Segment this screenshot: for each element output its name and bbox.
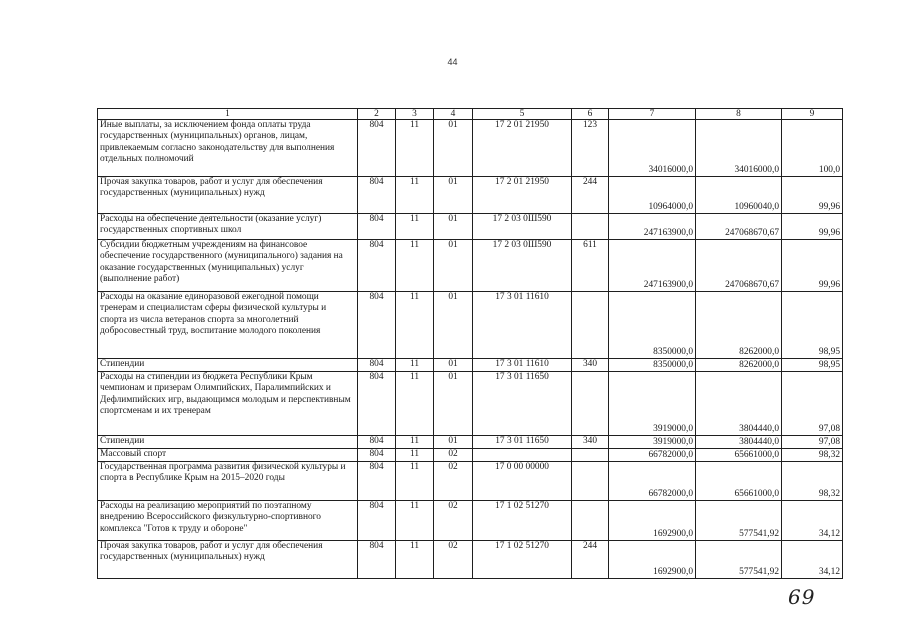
execution-percent: 98,95 (782, 359, 843, 372)
table-row (98, 292, 843, 359)
table-row (98, 541, 843, 579)
planned-amount: 34016000,0 (609, 120, 696, 177)
expense-type-code: 244 (572, 177, 609, 214)
column-header: 6 (572, 109, 609, 120)
expense-name: Прочая закупка товаров, работ и услуг для обеспечения государственных (муниципальных) нужд (98, 177, 358, 214)
subsection-code: 01 (434, 240, 473, 292)
expense-type-code (572, 501, 609, 541)
header-row (98, 109, 843, 120)
section-code: 11 (396, 436, 434, 449)
executed-amount: 10960040,0 (696, 177, 782, 214)
expense-name: Стипендии (98, 436, 358, 449)
section-code: 11 (396, 177, 434, 214)
planned-amount: 10964000,0 (609, 177, 696, 214)
expense-name: Прочая закупка товаров, работ и услуг для обеспечения государственных (муниципальных) нужд (98, 541, 358, 579)
expense-type-code (572, 449, 609, 462)
expense-type-code (572, 462, 609, 501)
target-article-code: 17 2 03 0Ш590 (473, 240, 572, 292)
subsection-code: 01 (434, 372, 473, 436)
ministry-code: 804 (358, 501, 396, 541)
executed-amount: 3804440,0 (696, 372, 782, 436)
planned-amount: 66782000,0 (609, 462, 696, 501)
target-article-code: 17 2 01 21950 (473, 120, 572, 177)
table-row (98, 177, 843, 214)
target-article-code: 17 3 01 11650 (473, 436, 572, 449)
column-header: 5 (473, 109, 572, 120)
target-article-code: 17 0 00 00000 (473, 462, 572, 501)
column-header: 3 (396, 109, 434, 120)
section-code: 11 (396, 541, 434, 579)
planned-amount: 247163900,0 (609, 214, 696, 240)
execution-percent: 99,96 (782, 240, 843, 292)
table-row (98, 372, 843, 436)
execution-percent: 34,12 (782, 541, 843, 579)
executed-amount: 8262000,0 (696, 292, 782, 359)
planned-amount: 1692900,0 (609, 541, 696, 579)
target-article-code: 17 1 02 51270 (473, 541, 572, 579)
handwritten-page-mark: 69 (788, 585, 816, 609)
column-header: 4 (434, 109, 473, 120)
execution-percent: 99,96 (782, 177, 843, 214)
expense-name: Расходы на реализацию мероприятий по поэтапному внедрению Всероссийского физкультурно-спортивного комплекса "Готов к труду и обороне" (98, 501, 358, 541)
expense-name: Массовый спорт (98, 449, 358, 462)
planned-amount: 8350000,0 (609, 292, 696, 359)
section-code: 11 (396, 359, 434, 372)
section-code: 11 (396, 372, 434, 436)
section-code: 11 (396, 501, 434, 541)
page-number: 44 (447, 57, 458, 67)
target-article-code: 17 3 01 11610 (473, 292, 572, 359)
expense-type-code: 244 (572, 541, 609, 579)
expense-name: Государственная программа развития физической культуры и спорта в Республике Крым на 2015–2020 годы (98, 462, 358, 501)
executed-amount: 577541,92 (696, 501, 782, 541)
ministry-code: 804 (358, 372, 396, 436)
executed-amount: 65661000,0 (696, 449, 782, 462)
planned-amount: 8350000,0 (609, 359, 696, 372)
expense-type-code (572, 214, 609, 240)
column-header: 7 (609, 109, 696, 120)
expense-type-code: 340 (572, 436, 609, 449)
ministry-code: 804 (358, 541, 396, 579)
ministry-code: 804 (358, 120, 396, 177)
expense-name: Стипендии (98, 359, 358, 372)
executed-amount: 3804440,0 (696, 436, 782, 449)
column-header: 1 (98, 109, 358, 120)
table-row (98, 120, 843, 177)
subsection-code: 01 (434, 177, 473, 214)
subsection-code: 02 (434, 449, 473, 462)
ministry-code: 804 (358, 292, 396, 359)
section-code: 11 (396, 292, 434, 359)
subsection-code: 01 (434, 436, 473, 449)
ministry-code: 804 (358, 240, 396, 292)
expense-name: Субсидии бюджетным учреждениям на финансовое обеспечение государственного (муниципального) задания на оказание государственных (муниципальных) услуг (выполнение работ) (98, 240, 358, 292)
section-code: 11 (396, 120, 434, 177)
execution-percent: 98,32 (782, 462, 843, 501)
column-header: 2 (358, 109, 396, 120)
column-header: 9 (782, 109, 843, 120)
subsection-code: 01 (434, 214, 473, 240)
planned-amount: 1692900,0 (609, 501, 696, 541)
target-article-code: 17 2 01 21950 (473, 177, 572, 214)
table-row (98, 214, 843, 240)
subsection-code: 01 (434, 292, 473, 359)
expense-name: Иные выплаты, за исключением фонда оплаты труда государственных (муниципальных) органов, лицам, привлекаемым согласно законодательству для выполнения отдельных полномочий (98, 120, 358, 177)
executed-amount: 34016000,0 (696, 120, 782, 177)
subsection-code: 02 (434, 541, 473, 579)
section-code: 11 (396, 462, 434, 501)
planned-amount: 3919000,0 (609, 372, 696, 436)
ministry-code: 804 (358, 177, 396, 214)
table-row (98, 436, 843, 449)
table-row (98, 501, 843, 541)
planned-amount: 3919000,0 (609, 436, 696, 449)
section-code: 11 (396, 214, 434, 240)
execution-percent: 97,08 (782, 436, 843, 449)
expense-name: Расходы на оказание единоразовой ежегодной помощи тренерам и специалистам сферы физической культуры и спорта из числа ветеранов спорта за многолетний добросовестный труд, воспитание молодого поколения (98, 292, 358, 359)
executed-amount: 247068670,67 (696, 240, 782, 292)
executed-amount: 247068670,67 (696, 214, 782, 240)
section-code: 11 (396, 449, 434, 462)
ministry-code: 804 (358, 462, 396, 501)
target-article-code: 17 3 01 11650 (473, 372, 572, 436)
expense-type-code (572, 372, 609, 436)
table-row (98, 449, 843, 462)
expense-type-code: 340 (572, 359, 609, 372)
expense-type-code: 611 (572, 240, 609, 292)
target-article-code: 17 3 01 11610 (473, 359, 572, 372)
target-article-code: 17 2 03 0Ш590 (473, 214, 572, 240)
subsection-code: 02 (434, 501, 473, 541)
ministry-code: 804 (358, 449, 396, 462)
expense-name: Расходы на обеспечение деятельности (оказание услуг) государственных спортивных школ (98, 214, 358, 240)
expense-type-code: 123 (572, 120, 609, 177)
ministry-code: 804 (358, 214, 396, 240)
subsection-code: 01 (434, 120, 473, 177)
executed-amount: 577541,92 (696, 541, 782, 579)
executed-amount: 65661000,0 (696, 462, 782, 501)
planned-amount: 66782000,0 (609, 449, 696, 462)
ministry-code: 804 (358, 436, 396, 449)
ministry-code: 804 (358, 359, 396, 372)
execution-percent: 98,32 (782, 449, 843, 462)
executed-amount: 8262000,0 (696, 359, 782, 372)
execution-percent: 98,95 (782, 292, 843, 359)
subsection-code: 01 (434, 359, 473, 372)
section-code: 11 (396, 240, 434, 292)
target-article-code: 17 1 02 51270 (473, 501, 572, 541)
column-header: 8 (696, 109, 782, 120)
expense-name: Расходы на стипендии из бюджета Республики Крым чемпионам и призерам Олимпийских, Паралимпийских и Дефлимпийских игр, выдающимся молодым и перспективным спортсменам и их тренерам (98, 372, 358, 436)
target-article-code (473, 449, 572, 462)
budget-table (97, 108, 843, 579)
subsection-code: 02 (434, 462, 473, 501)
execution-percent: 34,12 (782, 501, 843, 541)
execution-percent: 99,96 (782, 214, 843, 240)
planned-amount: 247163900,0 (609, 240, 696, 292)
execution-percent: 97,08 (782, 372, 843, 436)
table-row (98, 240, 843, 292)
table-row (98, 462, 843, 501)
expense-type-code (572, 292, 609, 359)
execution-percent: 100,0 (782, 120, 843, 177)
table-row (98, 359, 843, 372)
